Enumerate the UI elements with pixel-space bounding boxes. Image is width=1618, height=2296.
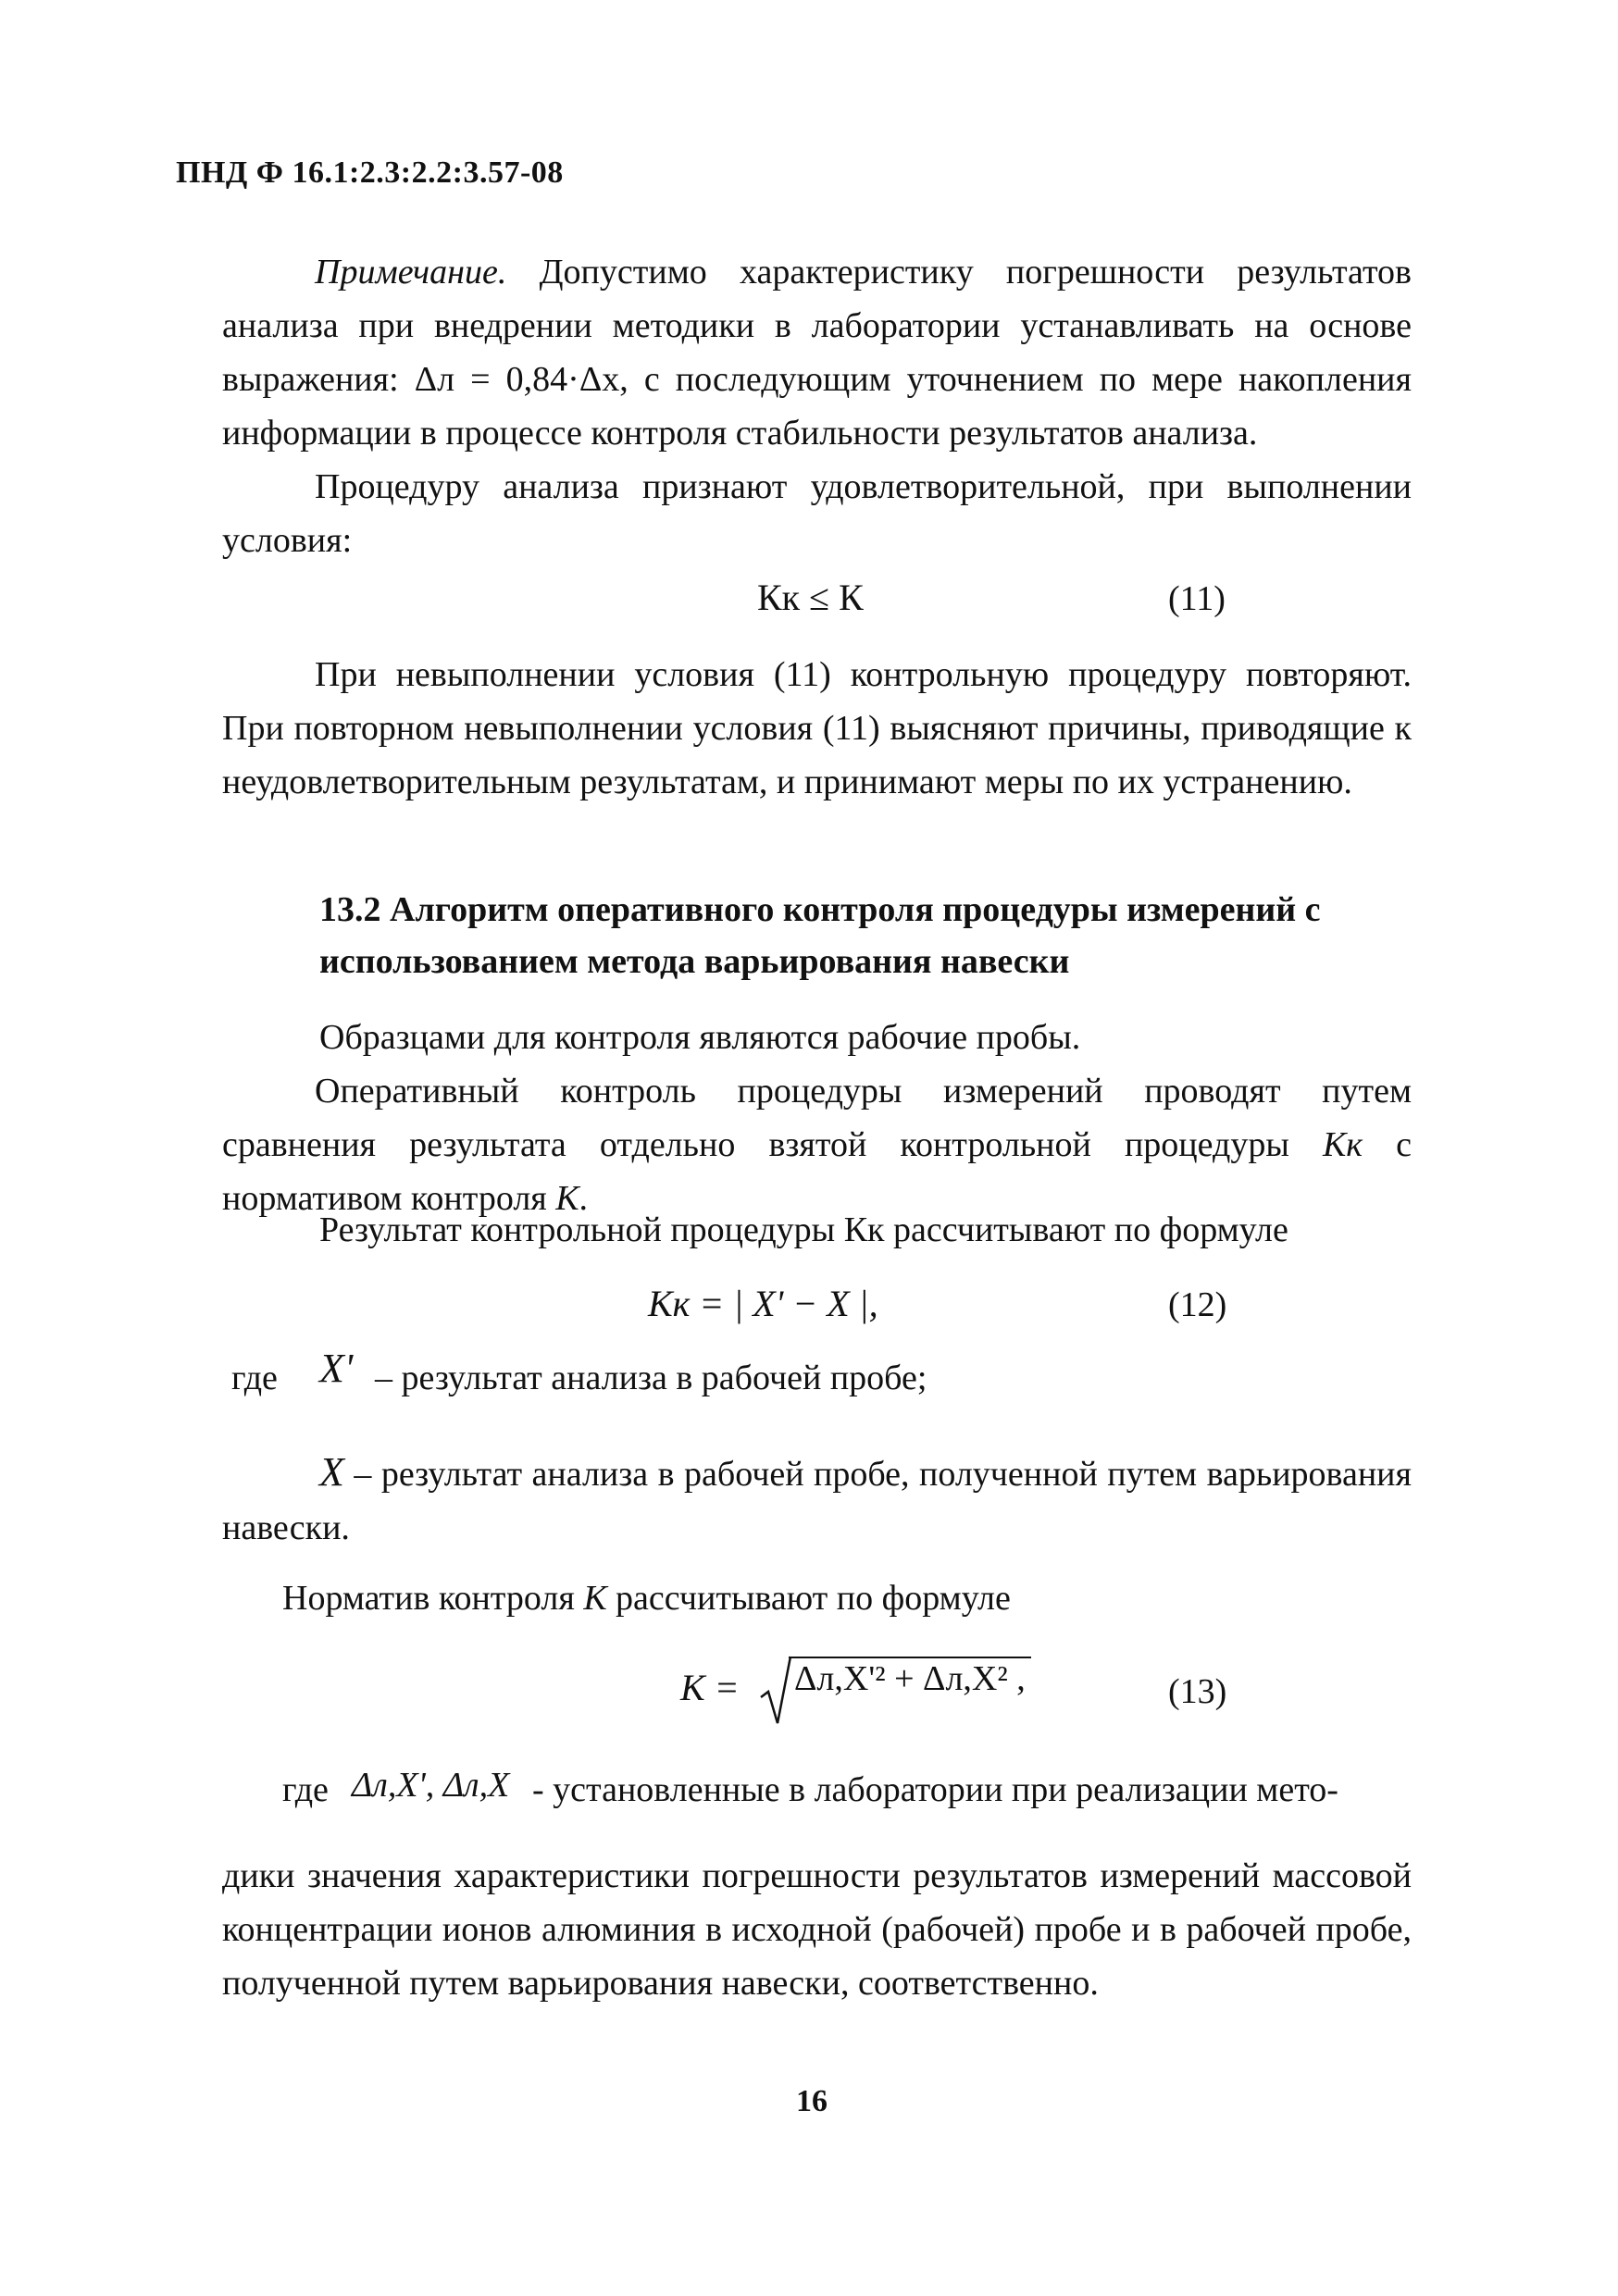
formula-12: Кк = | X' − X |, bbox=[648, 1283, 878, 1324]
operative-text-3: . bbox=[579, 1179, 588, 1218]
page-number: 16 bbox=[796, 2084, 828, 2118]
formula-13-lhs: К = bbox=[680, 1667, 740, 1708]
norm-k: К bbox=[583, 1579, 607, 1618]
note-paragraph bbox=[222, 245, 1412, 460]
formula-13-sqrt-sign bbox=[759, 1653, 792, 1736]
section-heading: 13.2 Алгоритм оперативного контроля процедуры измерений с использованием метода варьирования навески bbox=[319, 890, 1321, 981]
where-3-label: где bbox=[282, 1770, 329, 1809]
where-3-symbols: Δл,X', Δл,X bbox=[352, 1766, 510, 1805]
where-2-paragraph bbox=[222, 1446, 1412, 1555]
final-paragraph: дики значения характеристики погрешности результатов измерений массовой концентрации ионов алюминия в исходной (рабочей) пробе и в рабочей пробе, полученной путем варьирования навески, соответственно. bbox=[222, 1856, 1412, 2003]
note-text: Допустимо характеристику погрешности результатов анализа при внедрении методики в лаборатории устанавливать на основе выражения: Δл = 0,84·Δх, с последующим уточнением по мере накопления информации в процессе контроля стабильности результатов анализа. bbox=[222, 253, 1412, 453]
operative-text-1: Оперативный контроль процедуры измерений проводят путем сравнения результата отдельно взятой контрольной процедуры bbox=[222, 1072, 1412, 1164]
fail-paragraph: При невыполнении условия (11) контрольную процедуру повторяют. При повторном невыполнении условия (11) выясняют причины, приводящие к неудовлетворительным результатам, и принимают меры по их устранению. bbox=[222, 655, 1412, 801]
formula-13-number: (13) bbox=[1168, 1672, 1227, 1711]
samples-paragraph: Образцами для контроля являются рабочие пробы. bbox=[319, 1018, 1081, 1057]
where-3-text: - установленные в лаборатории при реализации мето- bbox=[532, 1770, 1338, 1809]
formula-12-number: (12) bbox=[1168, 1285, 1227, 1324]
where-1-text: – результат анализа в рабочей пробе; bbox=[375, 1359, 927, 1397]
procedure-paragraph: Процедуру анализа признают удовлетворительной, при выполнении условия: bbox=[222, 467, 1412, 560]
note-label: Примечание. bbox=[315, 253, 507, 292]
norm-paragraph bbox=[282, 1571, 1011, 1625]
where-1-symbol: X' bbox=[319, 1346, 354, 1391]
operative-kk: Кк bbox=[1322, 1125, 1363, 1164]
where-2-symbol: X bbox=[319, 1449, 344, 1495]
formula-11-number: (11) bbox=[1168, 579, 1226, 618]
operative-paragraph bbox=[222, 1064, 1412, 1225]
where-1-label: где bbox=[231, 1359, 278, 1397]
norm-text-1: Норматив контроля bbox=[282, 1579, 584, 1618]
operative-k: К bbox=[555, 1179, 579, 1218]
sqrt-icon bbox=[759, 1653, 792, 1727]
formula-13-rhs bbox=[789, 1657, 1031, 1699]
operative-text-2: с нормативом контроля bbox=[222, 1125, 1412, 1218]
norm-text-2: рассчитывают по формуле bbox=[606, 1579, 1011, 1618]
formula-11: Кк ≤ К bbox=[757, 577, 864, 618]
document-header: ПНД Ф 16.1:2.3:2.2:3.57-08 bbox=[176, 155, 564, 190]
result-paragraph: Результат контрольной процедуры Кк рассчитывают по формуле bbox=[319, 1210, 1288, 1249]
formula-13-radicand: Δл,X'² + Δл,X² , bbox=[789, 1657, 1031, 1699]
where-2-text: – результат анализа в рабочей пробе, полученной путем варьирования навески. bbox=[222, 1455, 1412, 1547]
